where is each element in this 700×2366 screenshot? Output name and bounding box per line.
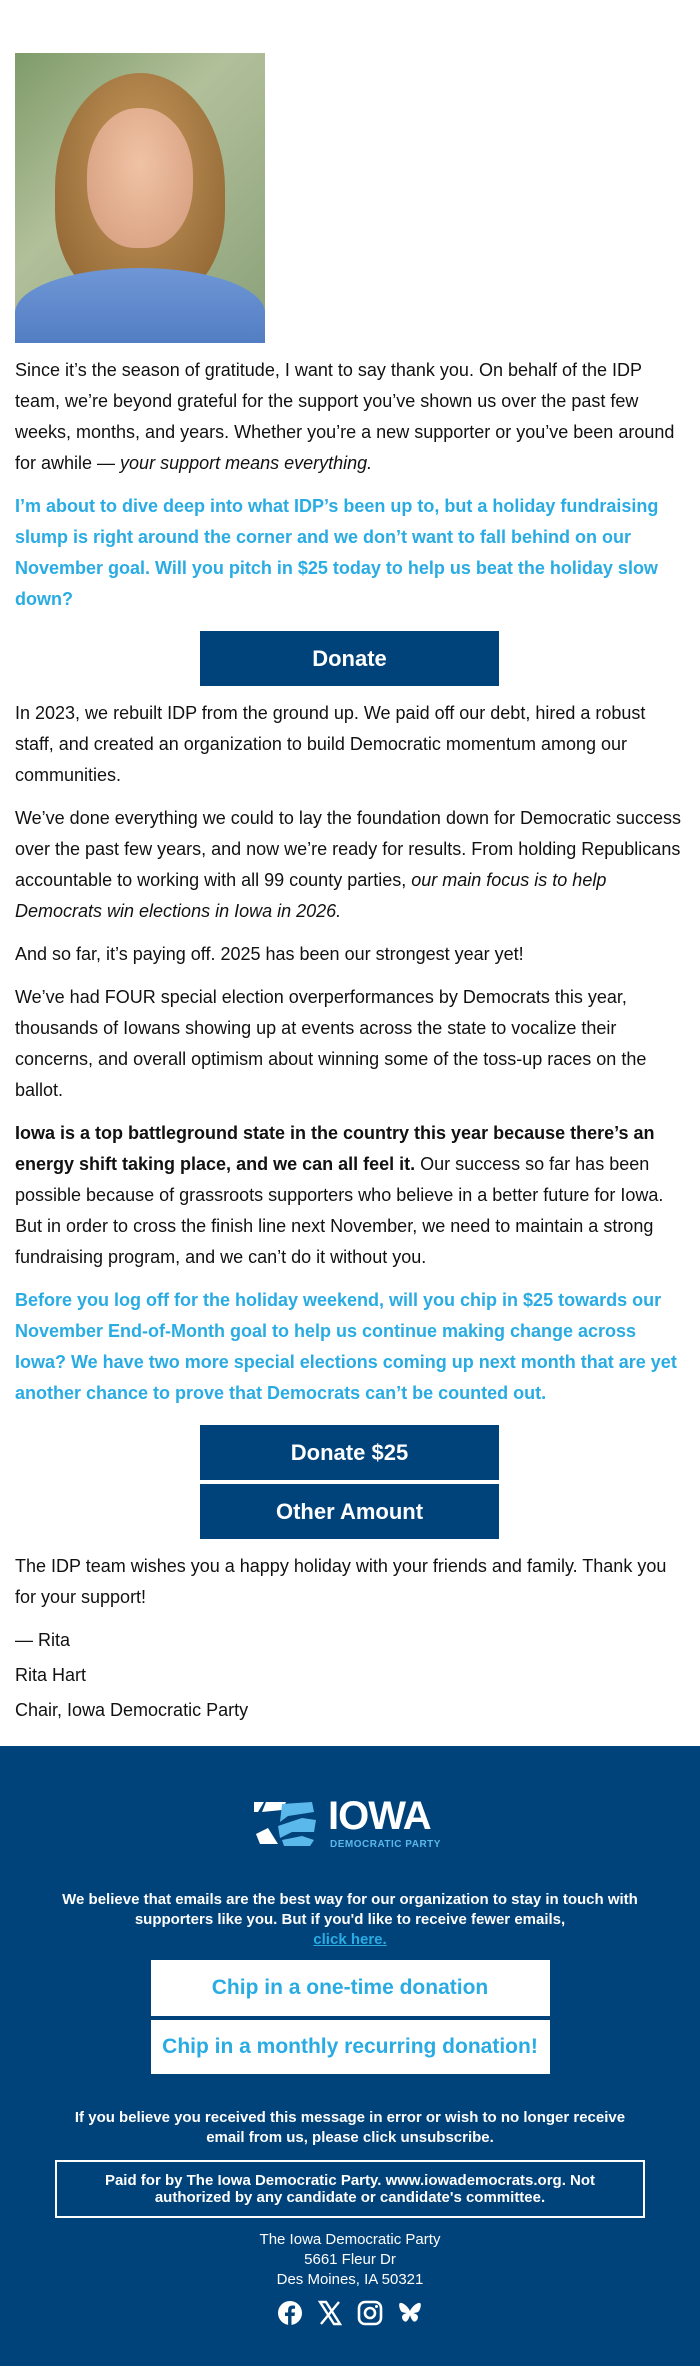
author-photo bbox=[15, 53, 265, 343]
paragraph-battleground: Iowa is a top battleground state in the country this year because there’s an energy shift taking place, and we can all feel it. Our success so far has been possible because of grassroots supporters who believe in a better future for Iowa. But in order to cross the finish line next November, we need to maintain a strong fundraising program, and we can’t do it without you. bbox=[15, 1123, 664, 1267]
signer-name: Rita Hart bbox=[15, 1665, 87, 1685]
bluesky-icon[interactable] bbox=[397, 2300, 423, 2326]
donate-button[interactable]: Donate bbox=[200, 631, 499, 686]
fewer-emails-link[interactable]: click here. bbox=[313, 1931, 387, 1948]
iowa-democratic-party-logo: IOWA DEMOCRATIC PARTY bbox=[252, 1798, 448, 1854]
signoff: — Rita bbox=[15, 1630, 71, 1650]
unsubscribe-text: If you believe you received this message in error or wish to no longer receive email from us, please click unsubscribe. bbox=[74, 2109, 626, 2146]
facebook-icon[interactable] bbox=[277, 2300, 303, 2326]
paragraph-paying-off: And so far, it’s paying off. 2025 has been our strongest year yet! bbox=[15, 944, 524, 964]
instagram-icon[interactable] bbox=[357, 2300, 383, 2326]
social-links bbox=[0, 2300, 700, 2326]
paragraph-2023: In 2023, we rebuilt IDP from the ground up. We paid off our debt, hired a robust staff, and created an organization to build Democratic momentum among our communities. bbox=[15, 703, 646, 785]
paid-for-disclaimer: Paid for by The Iowa Democratic Party. www.iowademocrats.org. Not authorized by any candidate or candidate's committee. bbox=[55, 2160, 645, 2218]
monthly-donation-button[interactable]: Chip in a monthly recurring donation! bbox=[151, 2020, 550, 2074]
signer-title: Chair, Iowa Democratic Party bbox=[15, 1700, 249, 1720]
one-time-donation-button[interactable]: Chip in a one-time donation bbox=[151, 1960, 550, 2016]
x-icon[interactable] bbox=[317, 2300, 343, 2326]
closing-paragraph: The IDP team wishes you a happy holiday with your friends and family. Thank you for your support! bbox=[15, 1556, 667, 1607]
paragraph-foundation: We’ve done everything we could to lay the foundation down for Democratic success over the past few years, and now we’re ready for results. From holding Republicans accountable to working with all 99 county parties, our main focus is to help Democrats win elections in Iowa in 2026. bbox=[15, 808, 682, 921]
fewer-emails-text: We believe that emails are the best way for our organization to stay in touch with supporters like you. But if you'd like to receive fewer emails, click here. bbox=[62, 1891, 638, 1948]
ask-paragraph-2: Before you log off for the holiday weekend, will you chip in $25 towards our November End-of-Month goal to help us continue making change across Iowa? We have two more special elections coming up next month that are yet another chance to prove that Democrats can’t be counted out. bbox=[15, 1290, 677, 1403]
paragraph-elections: We’ve had FOUR special election overperformances by Democrats this year, thousands of Iowans showing up at events across the state to vocalize their concerns, and overall optimism about winning some of the toss-up races on the ballot. bbox=[15, 987, 647, 1100]
footer bbox=[0, 1746, 700, 2366]
mailing-address: The Iowa Democratic Party 5661 Fleur Dr Des Moines, IA 50321 bbox=[259, 2231, 441, 2288]
ask-paragraph-1: I’m about to dive deep into what IDP’s been up to, but a holiday fundraising slump is right around the corner and we don’t want to fall behind on our November goal. Will you pitch in $25 today to help us beat the holiday slow down? bbox=[15, 496, 659, 609]
donate-25-button[interactable]: Donate $25 bbox=[200, 1425, 499, 1480]
other-amount-button[interactable]: Other Amount bbox=[200, 1484, 499, 1539]
intro-paragraph: Since it’s the season of gratitude, I want to say thank you. On behalf of the IDP team, we’re beyond grateful for the support you’ve shown us over the past few weeks, months, and years. Whether you’re a new supporter or you’ve been around for awhile — your support means everything. bbox=[15, 360, 675, 473]
